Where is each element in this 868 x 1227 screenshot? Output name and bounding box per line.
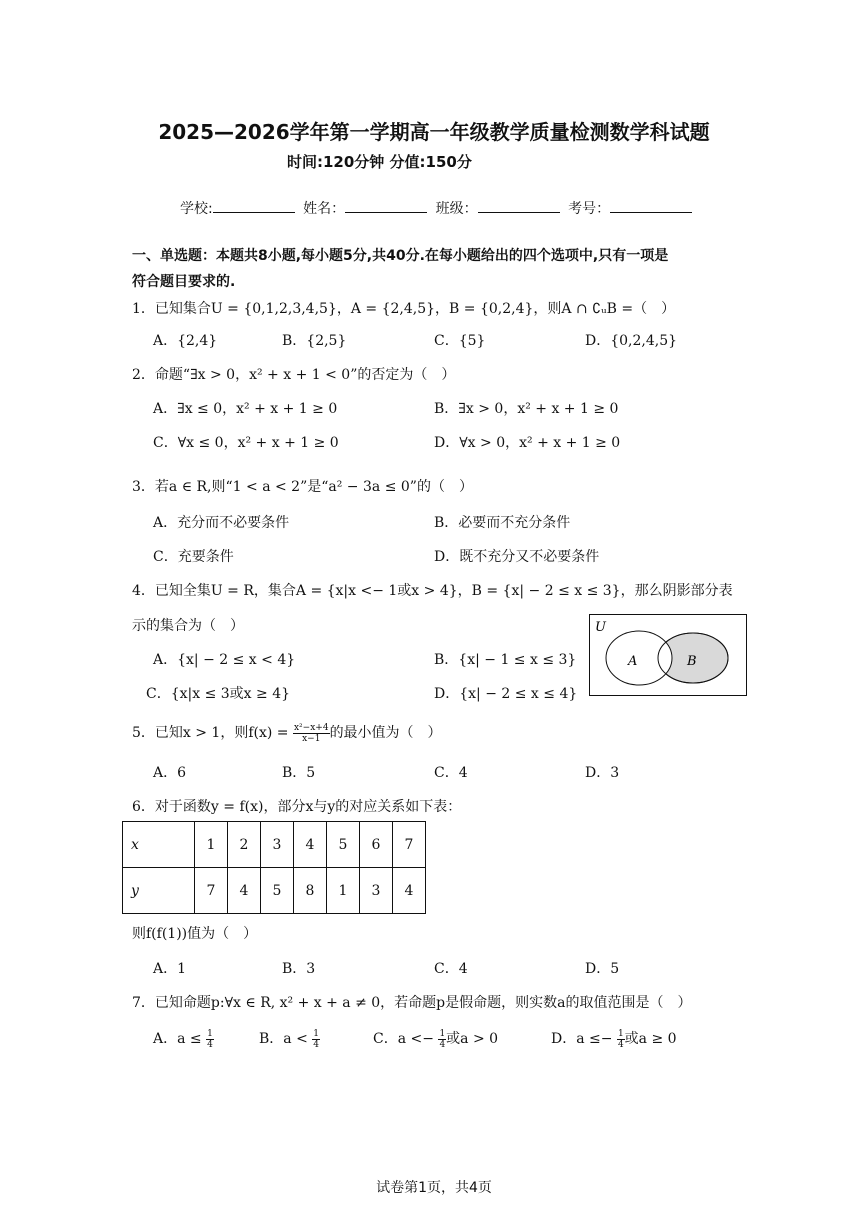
school-label: 学校: [180,201,213,217]
page-title: 2025—2026学年第一学期高一年级教学质量检测数学科试题 [158,120,710,144]
question-3-option-d: D．既不充分又不必要条件 [434,549,600,565]
question-5-option-b: B．5 [282,765,316,781]
question-2-option-c: C．∀x ≤ 0，x² + x + 1 ≥ 0 [153,435,339,451]
table-cell: 3 [360,868,393,914]
table-cell: 2 [228,822,261,868]
question-4-option-a: A．{x| − 2 ≤ x < 4} [153,652,296,668]
table-cell: 8 [294,868,327,914]
table-cell: 6 [360,822,393,868]
table-cell: 4 [393,868,426,914]
table-cell: 5 [327,822,360,868]
page-footer: 试卷第1页，共4页 [376,1180,492,1196]
option-fraction [617,1029,625,1050]
number-label: 考号： [568,201,611,217]
question-2-option-b: B．∃x > 0，x² + x + 1 ≥ 0 [434,401,619,417]
question-7-stem: 7．已知命题p:∀x ∈ R, x² + x + a ≠ 0，若命题p是假命题，则实数a的取值范围是（ ） [132,995,692,1011]
fraction-denominator: 4 [207,1039,213,1050]
option-fraction [438,1029,446,1050]
class-blank [478,199,560,213]
question-1-stem: 1．已知集合U = {0,1,2,3,4,5}，A = {2,4,5}，B = {0,2,4}，则A ∩ ∁ᵤB =（ ） [132,301,676,317]
exam-time-score: 时间:120分钟 分值:150分 [287,153,472,171]
question-3-option-c: C．充要条件 [153,549,234,565]
question-6-stem-cont: 则f(f(1))值为（ ） [132,926,258,942]
question-6-option-a: A．1 [153,961,187,977]
section-heading-line2: 符合题目要求的. [132,274,236,290]
question-5-stem-pre: 5．已知x > 1，则f(x) = [132,725,293,741]
fraction-denominator: 4 [617,1039,624,1050]
option-text-post: 或a > 0 [446,1031,499,1047]
option-text: C．a <− [373,1031,434,1047]
fraction-numerator: x²−x+4 [293,722,329,733]
name-blank [345,199,427,213]
question-4-stem-cont: 示的集合为（ ） [132,618,244,634]
question-7-option-a [153,1028,214,1050]
question-5-option-a: A．6 [153,765,187,781]
fraction-denominator: 4 [439,1039,446,1050]
option-fraction [312,1029,320,1050]
option-text-post: 或a ≥ 0 [624,1031,677,1047]
question-6-option-d: D．5 [585,961,620,977]
table-header-y: y [123,868,195,914]
set-a [606,631,672,685]
venn-diagram [589,614,747,696]
table-cell: 1 [327,868,360,914]
name-label: 姓名： [303,201,346,217]
question-7-option-d [551,1028,677,1050]
question-1-option-a: A．{2,4} [153,333,218,349]
option-text: B．a < [259,1031,308,1047]
question-3-option-b: B．必要而不充分条件 [434,515,571,531]
venn-label-b: B [687,654,697,669]
fraction-numerator: 1 [439,1028,446,1039]
question-2-option-a: A．∃x ≤ 0，x² + x + 1 ≥ 0 [153,401,338,417]
table-row-x [123,822,426,868]
question-4-option-b: B．{x| − 1 ≤ x ≤ 3} [434,652,577,668]
question-6-option-b: B．3 [282,961,316,977]
option-fraction [206,1029,214,1050]
fraction-denominator: 4 [313,1039,320,1050]
question-1-option-d: D．{0,2,4,5} [585,333,678,349]
question-7-option-c [373,1028,498,1050]
student-info-line [180,198,696,218]
question-5-stem-post: 的最小值为（ ） [329,725,442,741]
table-cell: 3 [261,822,294,868]
question-6-stem: 6．对于函数y = f(x)，部分x与y的对应关系如下表： [132,799,462,815]
question-1-option-b: B．{2,5} [282,333,347,349]
question-2-stem: 2．命题“∃x > 0，x² + x + 1 < 0”的否定为（ ） [132,367,456,383]
table-cell: 7 [393,822,426,868]
question-5-stem [132,722,442,744]
venn-label-a: A [628,654,638,669]
table-header-x: x [123,822,195,868]
question-1-option-c: C．{5} [434,333,486,349]
venn-label-u: U [595,620,606,635]
fraction-numerator: 1 [207,1028,213,1039]
table-cell: 4 [294,822,327,868]
question-3-option-a: A．充分而不必要条件 [153,515,290,531]
question-4-option-d: D．{x| − 2 ≤ x ≤ 4} [434,686,578,702]
question-4-option-c: C．{x|x ≤ 3或x ≥ 4} [146,686,291,702]
section-heading-line1: 一、单选题：本题共8小题,每小题5分,共40分.在每小题给出的四个选项中,只有一项是 [132,248,669,264]
option-text: D．a ≤− [551,1031,613,1047]
question-3-stem: 3．若a ∈ R,则“1 < a < 2”是“a² − 3a ≤ 0”的（ ） [132,479,473,495]
question-7-option-b [259,1028,320,1050]
table-cell: 1 [195,822,228,868]
venn-svg [590,615,748,697]
question-4-stem: 4．已知全集U = R，集合A = {x|x <− 1或x > 4}，B = {x| − 2 ≤ x ≤ 3}，那么阴影部分表 [132,583,733,599]
table-row-y [123,868,426,914]
number-blank [610,199,692,213]
question-5-option-c: C．4 [434,765,468,781]
function-value-table [122,821,426,914]
question-5-option-d: D．3 [585,765,620,781]
question-2-option-d: D．∀x > 0，x² + x + 1 ≥ 0 [434,435,621,451]
fraction-denominator: x−1 [302,733,321,744]
class-label: 班级： [435,201,478,217]
table-cell: 4 [228,868,261,914]
school-blank [213,199,295,213]
fraction-numerator: 1 [617,1028,624,1039]
question-5-fraction [293,723,330,744]
question-6-option-c: C．4 [434,961,468,977]
option-text: A．a ≤ [153,1031,202,1047]
table-cell: 7 [195,868,228,914]
fraction-numerator: 1 [313,1028,320,1039]
table-cell: 5 [261,868,294,914]
